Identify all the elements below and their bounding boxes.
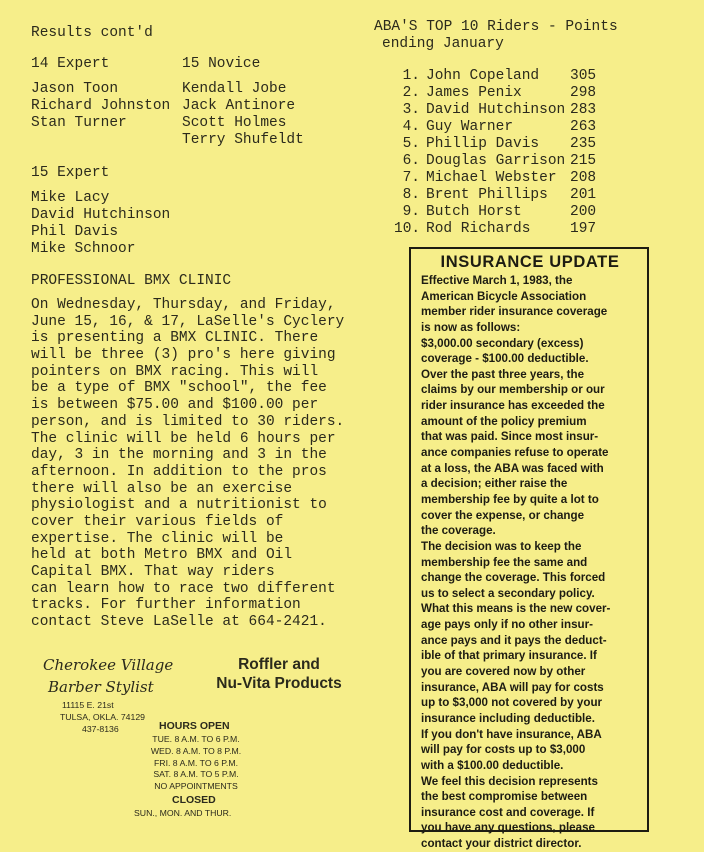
insurance-line: you have any questions, please bbox=[421, 821, 595, 835]
rider-name: Stan Turner bbox=[31, 115, 127, 131]
top10-list bbox=[394, 68, 610, 238]
rank-number: 2. bbox=[402, 85, 420, 101]
insurance-line: The decision was to keep the bbox=[421, 539, 582, 553]
rank-number: 1. bbox=[402, 68, 420, 84]
insurance-line: will pay for costs up to $3,000 bbox=[421, 743, 586, 757]
clinic-line: will be three (3) pro's here giving bbox=[31, 347, 336, 364]
insurance-line: membership fee the same and bbox=[421, 555, 588, 569]
rank-number: 5. bbox=[402, 136, 420, 152]
insurance-line: ance companies refuse to operate bbox=[421, 446, 609, 460]
rank-row bbox=[394, 85, 610, 102]
rider-points: 305 bbox=[570, 68, 597, 84]
ad-products-line: Nu-Vita Products bbox=[216, 675, 342, 692]
clinic-line: On Wednesday, Thursday, and Friday, bbox=[31, 297, 336, 313]
top10-subtitle: ending January bbox=[382, 36, 504, 52]
rider-name: Phil Davis bbox=[31, 224, 119, 240]
insurance-line: claims by our membership or our bbox=[421, 383, 605, 397]
expert-14-title: 14 Expert bbox=[31, 56, 110, 72]
ad-address bbox=[60, 700, 145, 735]
rider-name: Mike Lacy bbox=[31, 190, 110, 206]
insurance-line: ible of that primary insurance. If bbox=[421, 649, 597, 663]
rank-row bbox=[394, 187, 610, 204]
rider-name: Phillip Davis bbox=[426, 136, 540, 152]
insurance-line: you are covered now by other bbox=[421, 665, 586, 679]
rider-name: Mike Schnoor bbox=[31, 241, 136, 257]
clinic-line: Capital BMX. That way riders bbox=[31, 564, 275, 580]
rank-number: 4. bbox=[402, 119, 420, 135]
insurance-line: with a $100.00 deductible. bbox=[421, 758, 564, 772]
insurance-line: Over the past three years, the bbox=[421, 367, 585, 381]
rank-number: 10. bbox=[394, 221, 421, 237]
insurance-line: a decision; either raise the bbox=[421, 477, 568, 491]
insurance-line: What this means is the new cover- bbox=[421, 602, 611, 616]
rank-number: 8. bbox=[402, 187, 420, 203]
clinic-line: June 15, 16, & 17, LaSelle's Cyclery bbox=[31, 313, 345, 330]
ad-closed-heading: CLOSED bbox=[172, 794, 216, 806]
ad-hours-line: TUE. 8 A.M. TO 6 P.M. bbox=[152, 734, 240, 744]
rider-points: 208 bbox=[570, 170, 597, 186]
insurance-line: member rider insurance coverage bbox=[421, 305, 608, 319]
insurance-line: membership fee by quite a lot to bbox=[421, 492, 599, 506]
rider-points: 235 bbox=[570, 136, 597, 152]
rider-name: Jason Toon bbox=[31, 81, 119, 97]
ad-hours-line: SAT. 8 A.M. TO 5 P.M. bbox=[153, 769, 239, 780]
rider-name: Scott Holmes bbox=[182, 115, 287, 131]
rider-points: 200 bbox=[570, 204, 597, 220]
rank-row bbox=[394, 136, 610, 153]
insurance-line: Effective March 1, 1983, the bbox=[421, 274, 573, 287]
rider-points: 283 bbox=[570, 102, 597, 118]
rider-name: Kendall Jobe bbox=[182, 81, 287, 97]
rank-number: 7. bbox=[402, 170, 420, 186]
ad-address-line: 11115 E. 21st bbox=[62, 700, 114, 710]
expert-15-list bbox=[31, 190, 170, 258]
clinic-line: contact Steve LaSelle at 664-2421. bbox=[31, 614, 327, 631]
insurance-line: age pays only if no other insur- bbox=[421, 618, 593, 632]
clinic-line: day, 3 in the morning and 3 in the bbox=[31, 447, 327, 464]
ad-hours-line: WED. 8 A.M. TO 8 P.M. bbox=[150, 745, 242, 756]
ad-shop-subtitle: Barber Stylist bbox=[48, 678, 154, 696]
rider-points: 263 bbox=[570, 119, 597, 135]
ad-products-line: Roffler and bbox=[238, 656, 320, 673]
results-heading: Results cont'd bbox=[31, 25, 153, 41]
rank-row bbox=[394, 153, 610, 170]
rank-number: 3. bbox=[402, 102, 420, 118]
insurance-line: amount of the policy premium bbox=[421, 414, 587, 428]
clinic-line: pointers on BMX racing. This will bbox=[31, 363, 319, 380]
rider-name: Butch Horst bbox=[426, 204, 522, 220]
rank-row bbox=[394, 170, 610, 187]
clinic-line: The clinic will be held 6 hours per bbox=[31, 430, 336, 447]
ad-hours-heading: HOURS OPEN bbox=[159, 720, 230, 732]
rider-name: Jack Antinore bbox=[182, 98, 296, 114]
ad-closed-days: SUN., MON. AND THUR. bbox=[134, 808, 232, 818]
clinic-line: is presenting a BMX CLINIC. There bbox=[31, 330, 319, 347]
insurance-line: that was paid. Since most insur- bbox=[421, 430, 599, 444]
insurance-line: $3,000.00 secondary (excess) bbox=[421, 336, 584, 350]
rider-name: John Copeland bbox=[426, 68, 540, 84]
rider-name: Brent Phillips bbox=[426, 187, 548, 203]
clinic-line: be a type of BMX "school", the fee bbox=[31, 380, 327, 397]
insurance-line: the coverage. bbox=[421, 524, 496, 538]
rank-row bbox=[394, 204, 610, 221]
insurance-line: insurance including deductible. bbox=[421, 711, 595, 725]
top10-heading bbox=[374, 19, 618, 53]
ad-hours-line: FRI. 8 A.M. TO 6 P.M. bbox=[153, 757, 238, 768]
clinic-line: there will also be an exercise bbox=[31, 480, 293, 497]
insurance-line: We feel this decision represents bbox=[421, 774, 598, 788]
rider-name: Rod Richards bbox=[426, 221, 531, 237]
clinic-line: afternoon. In addition to the pros bbox=[31, 463, 327, 480]
rider-name: James Penix bbox=[426, 85, 522, 101]
expert-15-title: 15 Expert bbox=[31, 165, 110, 181]
clinic-line: expertise. The clinic will be bbox=[31, 530, 284, 547]
ad-hours-line: NO APPOINTMENTS bbox=[154, 781, 238, 792]
ad-hours-list bbox=[136, 734, 256, 793]
insurance-body bbox=[421, 273, 639, 852]
clinic-line: can learn how to race two different bbox=[31, 580, 336, 597]
rider-name: Richard Johnston bbox=[31, 98, 171, 114]
rank-row bbox=[394, 68, 610, 85]
clinic-line: person, and is limited to 30 riders. bbox=[31, 413, 345, 430]
clinic-line: cover their various fields of bbox=[31, 513, 284, 530]
insurance-line: coverage - $100.00 deductible. bbox=[421, 352, 589, 366]
rider-name: Guy Warner bbox=[426, 119, 514, 135]
rider-name: David Hutchinson bbox=[426, 102, 566, 118]
ad-shop-name: Cherokee Village bbox=[43, 656, 174, 674]
rank-row bbox=[394, 119, 610, 136]
rider-name: Terry Shufeldt bbox=[182, 132, 304, 148]
insurance-line: us to select a secondary policy. bbox=[421, 586, 595, 600]
insurance-line: the best compromise between bbox=[421, 790, 588, 804]
insurance-line: cover the expense, or change bbox=[421, 508, 585, 522]
insurance-line: insurance cost and coverage. If bbox=[421, 805, 595, 819]
rider-points: 298 bbox=[570, 85, 597, 101]
insurance-title: INSURANCE UPDATE bbox=[440, 253, 620, 271]
clinic-line: held at both Metro BMX and Oil bbox=[31, 547, 293, 564]
insurance-line: contact your district director. bbox=[421, 837, 582, 851]
rank-row bbox=[394, 102, 610, 119]
clinic-body bbox=[31, 297, 344, 631]
ad-address-line: TULSA, OKLA. 74129 bbox=[60, 711, 145, 722]
ad-products bbox=[214, 655, 344, 693]
insurance-line: is now as follows: bbox=[421, 320, 521, 334]
insurance-line: rider insurance has exceeded the bbox=[421, 399, 605, 413]
rank-row bbox=[394, 221, 610, 238]
clinic-line: tracks. For further information bbox=[31, 597, 301, 614]
clinic-title: PROFESSIONAL BMX CLINIC bbox=[31, 273, 232, 289]
rider-name: Michael Webster bbox=[426, 170, 557, 186]
rank-number: 6. bbox=[402, 153, 420, 169]
novice-15-title: 15 Novice bbox=[182, 56, 261, 72]
rider-name: David Hutchinson bbox=[31, 207, 171, 223]
ad-phone: 437-8136 bbox=[82, 723, 119, 734]
rank-number: 9. bbox=[402, 204, 420, 220]
insurance-line: change the coverage. This forced bbox=[421, 571, 606, 585]
rider-points: 201 bbox=[570, 187, 597, 203]
insurance-line: ance pays and it pays the deduct- bbox=[421, 633, 607, 647]
rider-points: 197 bbox=[570, 221, 597, 237]
insurance-line: insurance, ABA will pay for costs bbox=[421, 680, 604, 694]
insurance-line: American Bicycle Association bbox=[421, 289, 587, 303]
clinic-line: is between $75.00 and $100.00 per bbox=[31, 397, 319, 414]
expert-14-list bbox=[31, 81, 170, 132]
insurance-update-box bbox=[409, 247, 649, 851]
insurance-line: at a loss, the ABA was faced with bbox=[421, 461, 604, 475]
rider-points: 215 bbox=[570, 153, 597, 169]
clinic-line: physiologist and a nutritionist to bbox=[31, 497, 327, 514]
insurance-line: If you don't have insurance, ABA bbox=[421, 727, 602, 741]
novice-15-list bbox=[182, 81, 304, 149]
top10-title: ABA'S TOP 10 Riders - Points bbox=[374, 19, 618, 35]
rider-name: Douglas Garrison bbox=[426, 153, 566, 169]
insurance-line: up to $3,000 not covered by your bbox=[421, 696, 603, 710]
